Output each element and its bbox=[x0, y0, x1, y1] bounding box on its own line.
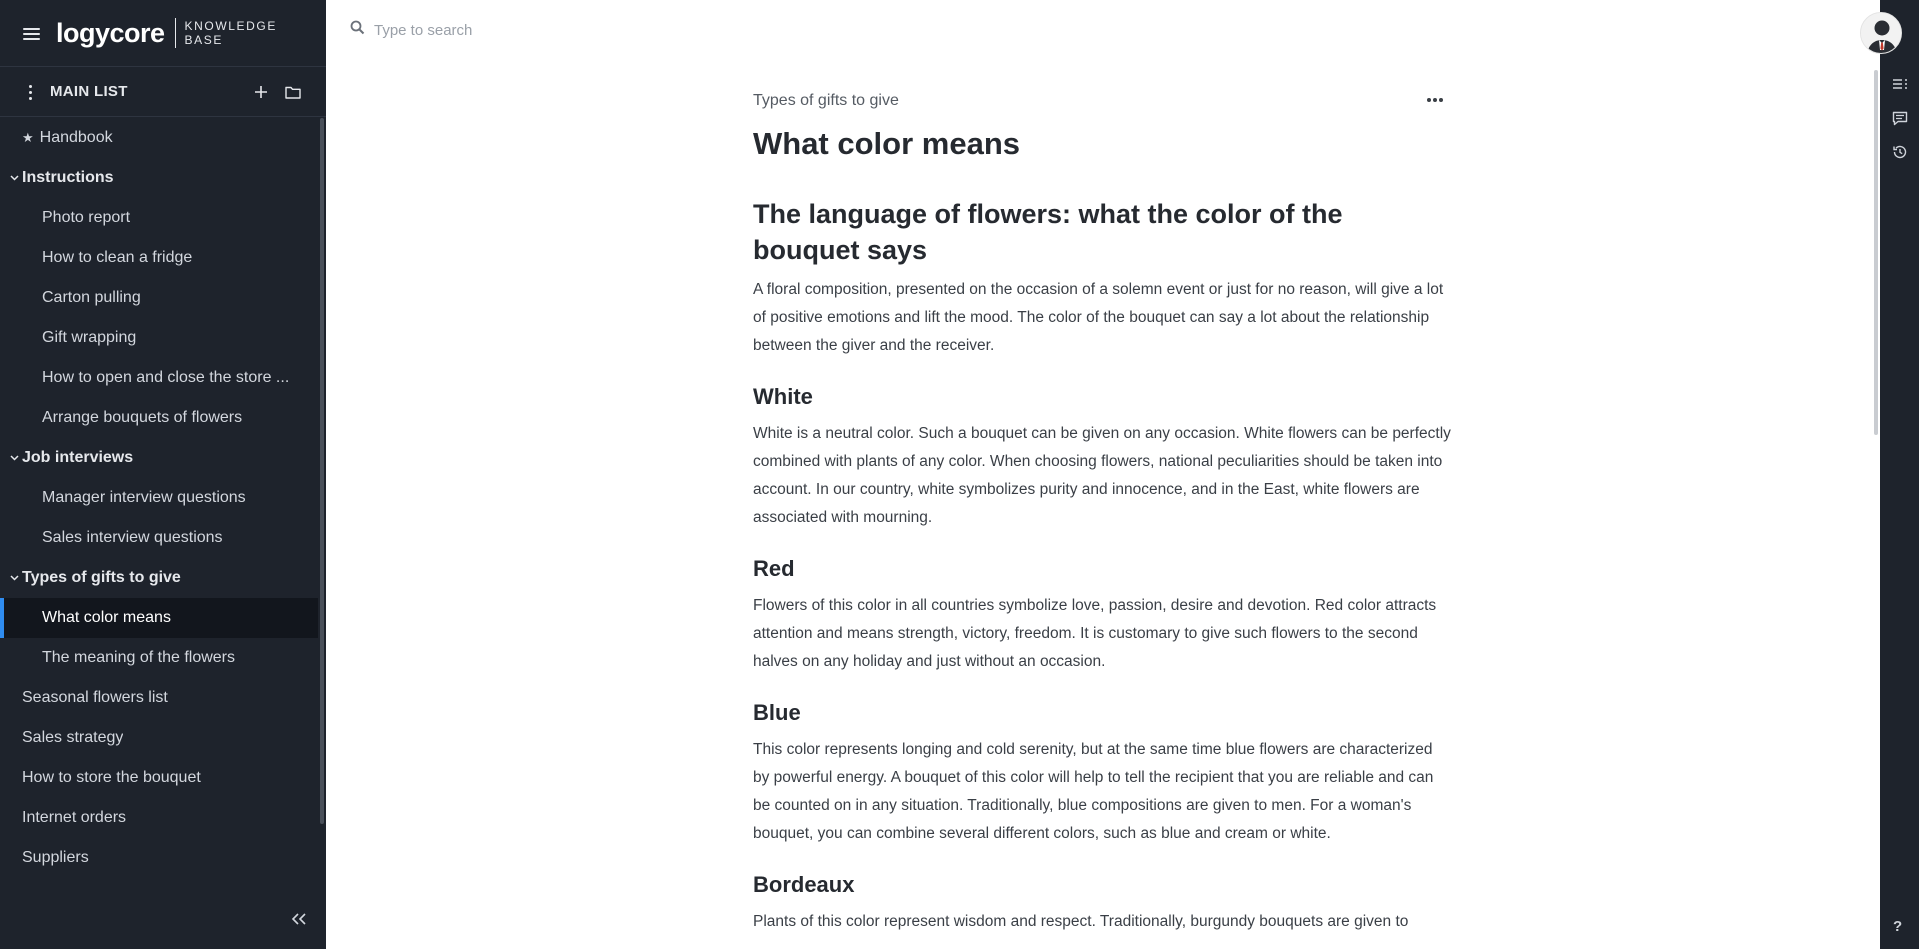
logo-wordmark: logycore bbox=[56, 17, 165, 48]
article-heading: The language of flowers: what the color of the bouquet says bbox=[753, 199, 1343, 265]
search-icon bbox=[350, 20, 365, 40]
sidebar-item-how-to-open-and-close-the-store[interactable] bbox=[0, 358, 318, 398]
help-icon[interactable]: ? bbox=[1893, 918, 1903, 935]
main-list-header bbox=[0, 67, 326, 116]
section-heading: Bordeaux bbox=[753, 872, 855, 897]
section-heading: Red bbox=[753, 556, 795, 581]
sidebar-item-suppliers[interactable] bbox=[0, 838, 318, 878]
chevron-down-icon[interactable] bbox=[7, 175, 21, 181]
sidebar-group-types-of-gifts-to-give[interactable] bbox=[0, 558, 318, 598]
logo-subtitle bbox=[185, 19, 277, 47]
main-list-title: MAIN LIST bbox=[50, 83, 128, 100]
right-rail bbox=[1880, 0, 1919, 949]
add-folder-icon[interactable] bbox=[282, 81, 304, 103]
sidebar-item-internet-orders[interactable] bbox=[0, 798, 318, 838]
list-options-icon[interactable] bbox=[28, 84, 34, 100]
sidebar-scrollbar[interactable] bbox=[320, 118, 324, 824]
sidebar-item-label: Suppliers bbox=[22, 849, 89, 866]
search-bar bbox=[350, 20, 774, 40]
sidebar-item-label: How to clean a fridge bbox=[42, 249, 193, 266]
search-input[interactable] bbox=[374, 22, 774, 39]
section-heading: Blue bbox=[753, 700, 801, 725]
sidebar-item-photo-report[interactable] bbox=[0, 198, 318, 238]
section-text: Flowers of this color in all countries symbolize love, passion, desire and devotion. Red color attracts attention and means strength, victory, freedom. It is customary to give such flowers to the second halves on any holiday and just without an occasion. bbox=[753, 597, 1437, 670]
sidebar-item-label: Seasonal flowers list bbox=[22, 689, 168, 706]
sidebar-item-label: How to open and close the store ... bbox=[42, 369, 290, 386]
logo-subtitle-line2: BASE bbox=[184, 33, 223, 47]
sidebar bbox=[0, 0, 326, 949]
logo-subtitle-line1: KNOWLEDGE bbox=[184, 19, 277, 33]
article-intro: A floral composition, presented on the occasion of a solemn event or just for no reason, will give a lot of positive emotions and lift the mood. The color of the bouquet can say a lot about the relationship between the giver and the receiver. bbox=[753, 281, 1444, 354]
sidebar-item-sales-strategy[interactable] bbox=[0, 718, 318, 758]
table-of-contents-icon[interactable] bbox=[1890, 74, 1910, 94]
sidebar-item-label: How to store the bouquet bbox=[22, 769, 201, 786]
add-icon[interactable] bbox=[250, 81, 272, 103]
sidebar-item-the-meaning-of-the-flowers[interactable] bbox=[0, 638, 318, 678]
more-options-icon[interactable] bbox=[1424, 92, 1446, 108]
user-avatar[interactable] bbox=[1860, 12, 1902, 54]
history-icon[interactable] bbox=[1890, 142, 1910, 162]
chevron-down-icon[interactable] bbox=[7, 575, 21, 581]
section-text: Plants of this color represent wisdom and respect. Traditionally, burgundy bouquets are given to bbox=[753, 913, 1409, 930]
sidebar-item-label: Sales strategy bbox=[22, 729, 124, 746]
sidebar-item-sales-interview-questions[interactable] bbox=[0, 518, 318, 558]
sidebar-item-label: Internet orders bbox=[22, 809, 127, 826]
logo[interactable] bbox=[56, 18, 277, 48]
sidebar-item-label: Sales interview questions bbox=[42, 529, 223, 546]
article bbox=[753, 92, 1453, 936]
sidebar-divider bbox=[0, 116, 326, 117]
article-sections bbox=[753, 382, 1453, 936]
sidebar-nav bbox=[0, 118, 318, 878]
collapse-sidebar-icon[interactable] bbox=[288, 908, 310, 930]
sidebar-item-label: Photo report bbox=[42, 209, 131, 226]
chevron-down-icon[interactable] bbox=[7, 455, 21, 461]
sidebar-item-label: The meaning of the flowers bbox=[42, 649, 235, 666]
section-text: White is a neutral color. Such a bouquet can be given on any occasion. White flowers can be perfectly combined with plants of any color. When choosing flowers, national peculiarities should be taken into account. In our country, white symbolizes purity and innocence, and in the East, white flowers are associated with mourning. bbox=[753, 425, 1451, 526]
sidebar-item-label: Job interviews bbox=[22, 449, 134, 466]
hamburger-menu-icon[interactable] bbox=[22, 25, 42, 41]
sidebar-item-how-to-clean-a-fridge[interactable] bbox=[0, 238, 318, 278]
sidebar-item-label: Gift wrapping bbox=[42, 329, 137, 346]
sidebar-item-label: Carton pulling bbox=[42, 289, 141, 306]
sidebar-item-label: Arrange bouquets of flowers bbox=[42, 409, 243, 426]
sidebar-header bbox=[0, 0, 326, 66]
sidebar-item-arrange-bouquets-of-flowers[interactable] bbox=[0, 398, 318, 438]
breadcrumb[interactable]: Types of gifts to give bbox=[753, 92, 899, 109]
sidebar-item-handbook[interactable] bbox=[0, 118, 318, 158]
section-heading: White bbox=[753, 384, 813, 409]
sidebar-item-label: What color means bbox=[42, 609, 171, 626]
page-title: What color means bbox=[753, 126, 1020, 161]
sidebar-item-how-to-store-the-bouquet[interactable] bbox=[0, 758, 318, 798]
section-text: This color represents longing and cold serenity, but at the same time blue flowers are characterized by powerful energy. A bouquet of this color will help to tell the recipient that you are reliable and can be counted on in any situation. Traditionally, blue compositions are given to men. For a woman's bouquet, you can combine several different colors, such as blue and cream or white. bbox=[753, 741, 1434, 842]
sidebar-item-gift-wrapping[interactable] bbox=[0, 318, 318, 358]
sidebar-item-label: Types of gifts to give bbox=[22, 569, 181, 586]
sidebar-item-manager-interview-questions[interactable] bbox=[0, 478, 318, 518]
sidebar-item-label: Instructions bbox=[22, 169, 114, 186]
sidebar-group-job-interviews[interactable] bbox=[0, 438, 318, 478]
logo-divider bbox=[175, 18, 176, 48]
content-scrollbar[interactable] bbox=[1874, 70, 1878, 435]
sidebar-item-label: Manager interview questions bbox=[42, 489, 246, 506]
sidebar-item-carton-pulling[interactable] bbox=[0, 278, 318, 318]
comments-icon[interactable] bbox=[1890, 108, 1910, 128]
sidebar-group-instructions[interactable] bbox=[0, 158, 318, 198]
sidebar-item-what-color-means[interactable] bbox=[0, 598, 318, 638]
star-icon: ★ bbox=[22, 130, 34, 145]
sidebar-item-label: Handbook bbox=[39, 129, 113, 146]
sidebar-item-seasonal-flowers-list[interactable] bbox=[0, 678, 318, 718]
